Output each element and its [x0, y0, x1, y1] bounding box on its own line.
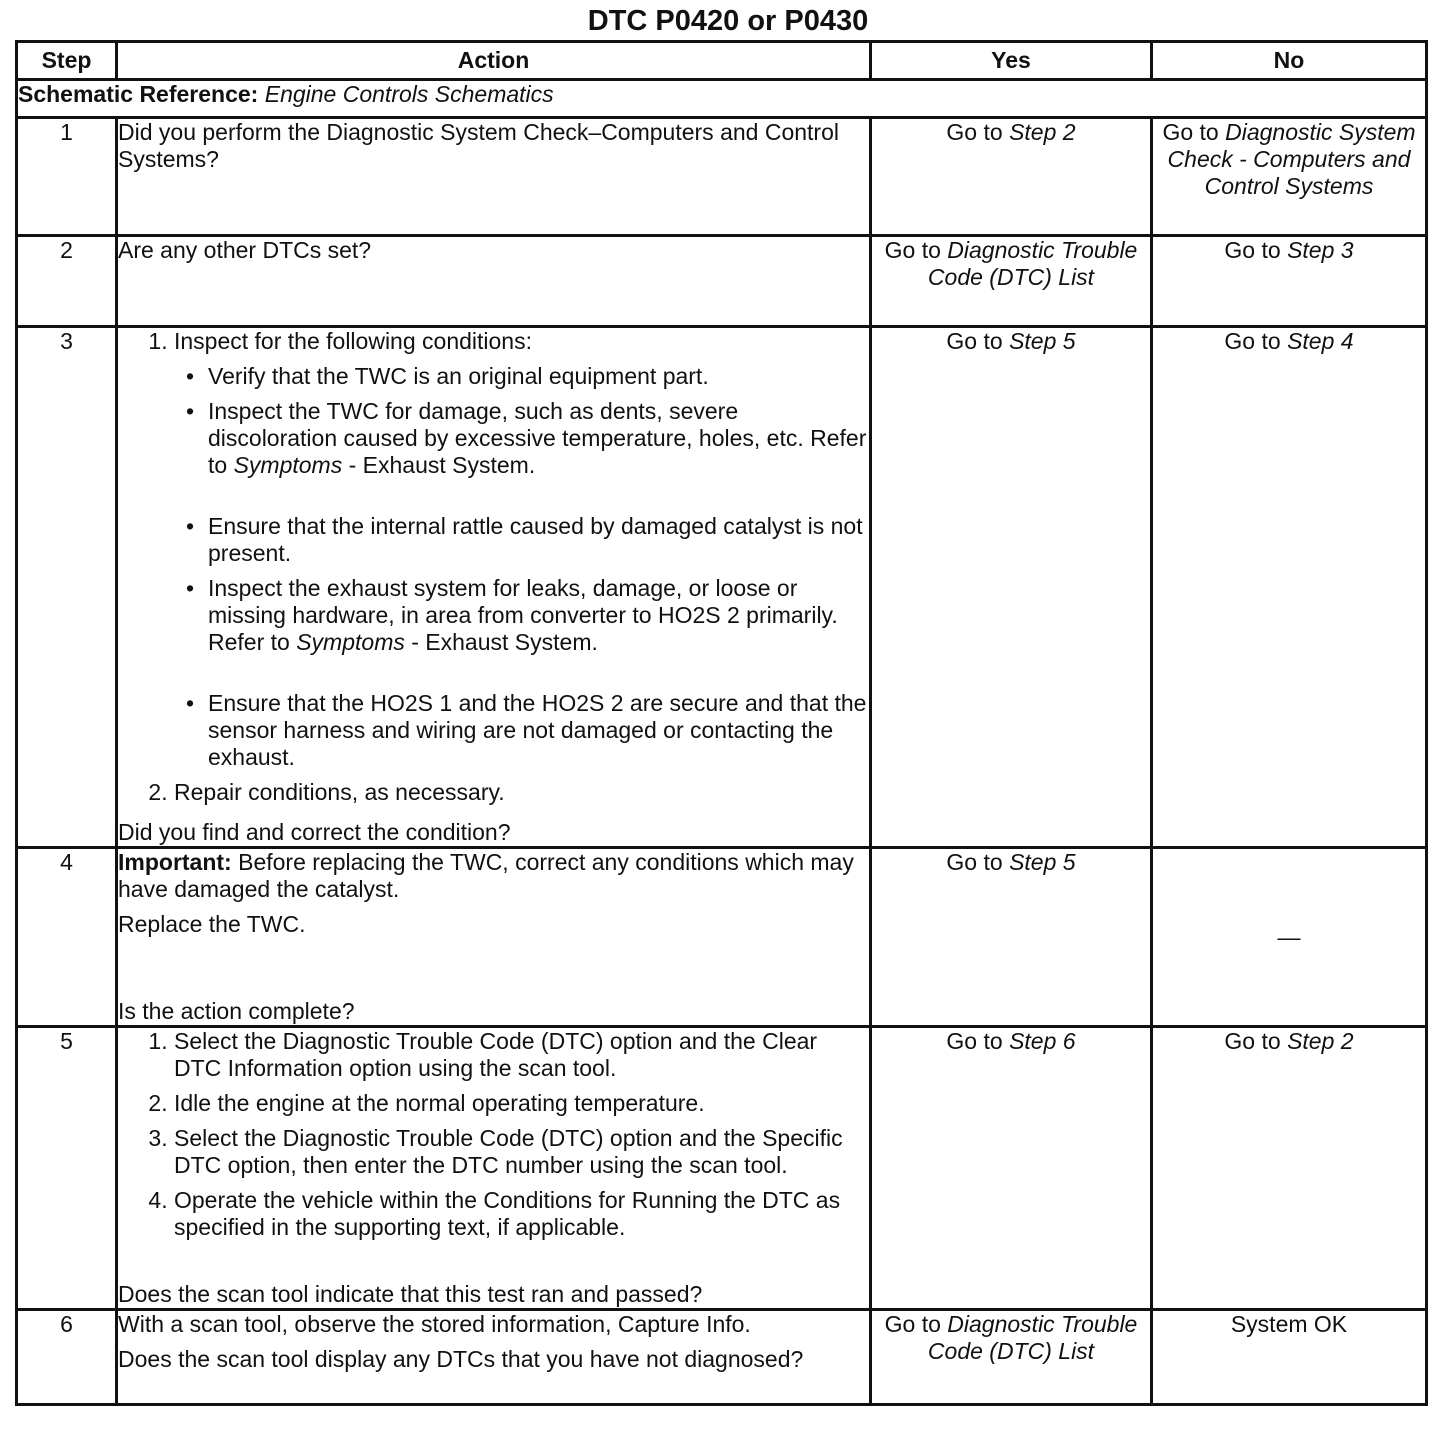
bullet-item — [208, 575, 869, 656]
bullet-item: • Verify that the TWC is an original equipment part. — [208, 363, 869, 390]
page-title: DTC P0420 or P0430 — [587, 5, 869, 37]
action-cell — [117, 1027, 871, 1310]
step-number: 2 — [17, 236, 117, 327]
no-link[interactable]: Step 3 — [1287, 237, 1354, 263]
no-cell — [1152, 327, 1427, 848]
exhaust-text: - Exhaust System. — [411, 629, 598, 655]
question-text: Does the scan tool indicate that this test ran and passed? — [118, 1281, 703, 1307]
yes-link[interactable]: Step 5 — [1009, 849, 1076, 875]
yes-link[interactable]: Step 5 — [1009, 328, 1076, 354]
step-number: 3 — [17, 327, 117, 848]
action-content — [118, 1028, 869, 1308]
no-cell — [1152, 1027, 1427, 1310]
yes-cell — [871, 848, 1152, 1027]
header-step: Step — [17, 42, 117, 80]
yes-link[interactable]: Step 6 — [1009, 1028, 1076, 1054]
table-row — [17, 1310, 1427, 1405]
action-cell — [117, 327, 871, 848]
important-note — [118, 849, 869, 903]
action-cell — [117, 118, 871, 236]
bullet-list — [174, 363, 869, 771]
go-to-label: Go to — [884, 1311, 941, 1337]
go-to-label: Go to — [884, 237, 941, 263]
table-row — [17, 236, 1427, 327]
go-to-label: Go to — [1224, 237, 1281, 263]
go-to-label: Go to — [946, 849, 1003, 875]
action-steps — [118, 328, 869, 806]
list-item: 2. Repair conditions, as necessary. — [174, 779, 869, 806]
header-action: Action — [117, 42, 871, 80]
step-number: 6 — [17, 1310, 117, 1405]
no-dash: — — [1277, 923, 1301, 950]
yes-cell — [871, 118, 1152, 236]
action-content — [118, 849, 869, 1025]
step-number: 5 — [17, 1027, 117, 1310]
action-cell — [117, 1310, 871, 1405]
bullet-item: • Ensure that the internal rattle caused by damaged catalyst is not present. — [208, 513, 869, 567]
action-text: With a scan tool, observe the stored information, Capture Info. — [118, 1311, 751, 1337]
action-content — [118, 328, 869, 846]
no-cell — [1152, 236, 1427, 327]
go-to-label: Go to — [1162, 119, 1219, 145]
yes-link[interactable]: Step 2 — [1009, 119, 1076, 145]
schematic-link[interactable]: Engine Controls Schematics — [264, 81, 554, 107]
list-item: 3. Select the Diagnostic Trouble Code (DTC) option and the Specific DTC option, then enter the DTC number using the scan tool. — [174, 1125, 869, 1179]
no-link[interactable]: Step 2 — [1287, 1028, 1354, 1054]
yes-link[interactable]: Diagnostic Trouble Code (DTC) List — [927, 237, 1138, 290]
header-yes: Yes — [871, 42, 1152, 80]
step-number: 4 — [17, 848, 117, 1027]
bullet-text: Inspect the TWC for damage, such as dents, severe discoloration caused by excessive temperature, holes, etc. Refer to — [208, 398, 867, 478]
question-text: Does the scan tool display any DTCs that you have not diagnosed? — [118, 1346, 804, 1372]
no-link[interactable]: Diagnostic System Check - Computers and Control Systems — [1167, 119, 1416, 199]
list-item: 2. Idle the engine at the normal operating temperature. — [174, 1090, 869, 1117]
important-label: Important: — [118, 849, 232, 875]
bullet-item: • Ensure that the HO2S 1 and the HO2S 2 are secure and that the sensor harness and wiring are not damaged or contacting the exhaust. — [208, 690, 869, 771]
no-cell — [1152, 848, 1427, 1027]
schematic-reference — [17, 80, 1427, 118]
yes-cell — [871, 236, 1152, 327]
question-text: Is the action complete? — [118, 998, 355, 1024]
symptoms-link[interactable]: Symptoms — [296, 629, 405, 655]
yes-cell — [871, 327, 1152, 848]
step-number: 1 — [17, 118, 117, 236]
yes-cell — [871, 1310, 1152, 1405]
table-row — [17, 1027, 1427, 1310]
table-row — [17, 118, 1427, 236]
action-cell — [117, 236, 871, 327]
action-steps — [118, 1028, 869, 1241]
system-ok-text: System OK — [1230, 1311, 1348, 1337]
go-to-label: Go to — [946, 328, 1003, 354]
go-to-label: Go to — [946, 119, 1003, 145]
go-to-label: Go to — [1224, 1028, 1281, 1054]
action-cell — [117, 848, 871, 1027]
question-text: Did you find and correct the condition? — [118, 819, 511, 845]
go-to-label: Go to — [1224, 328, 1281, 354]
bullet-item — [208, 398, 869, 479]
yes-cell — [871, 1027, 1152, 1310]
no-cell — [1152, 118, 1427, 236]
step-text: Inspect for the following conditions: — [174, 328, 532, 354]
exhaust-text: - Exhaust System. — [348, 452, 536, 478]
schematic-row — [17, 80, 1427, 118]
list-item — [174, 328, 869, 771]
no-link[interactable]: Step 4 — [1287, 328, 1354, 354]
list-item: 1. Select the Diagnostic Trouble Code (DTC) option and the Clear DTC Information option using the scan tool. — [174, 1028, 869, 1082]
important-text: Before replacing the TWC, correct any conditions which may have damaged the catalyst. — [118, 849, 854, 902]
action-text: Are any other DTCs set? — [118, 237, 372, 263]
diagnostic-table — [15, 40, 1428, 1406]
symptoms-link[interactable]: Symptoms — [233, 452, 343, 478]
list-item: 4. Operate the vehicle within the Conditions for Running the DTC as specified in the supporting text, if applicable. — [174, 1187, 869, 1241]
bullet-text: Inspect the exhaust system for leaks, damage, or loose or missing hardware, in area from converter to HO2S 2 primarily. Refer to — [208, 575, 838, 655]
yes-link[interactable]: Diagnostic Trouble Code (DTC) List — [927, 1311, 1138, 1364]
table-row — [17, 327, 1427, 848]
no-cell — [1152, 1310, 1427, 1405]
schematic-label: Schematic Reference: — [18, 81, 259, 107]
table-row — [17, 848, 1427, 1027]
action-text: Did you perform the Diagnostic System Check–Computers and Control Systems? — [118, 119, 839, 172]
header-no: No — [1152, 42, 1427, 80]
action-text: Replace the TWC. — [118, 911, 306, 937]
go-to-label: Go to — [946, 1028, 1003, 1054]
header-row — [17, 42, 1427, 80]
